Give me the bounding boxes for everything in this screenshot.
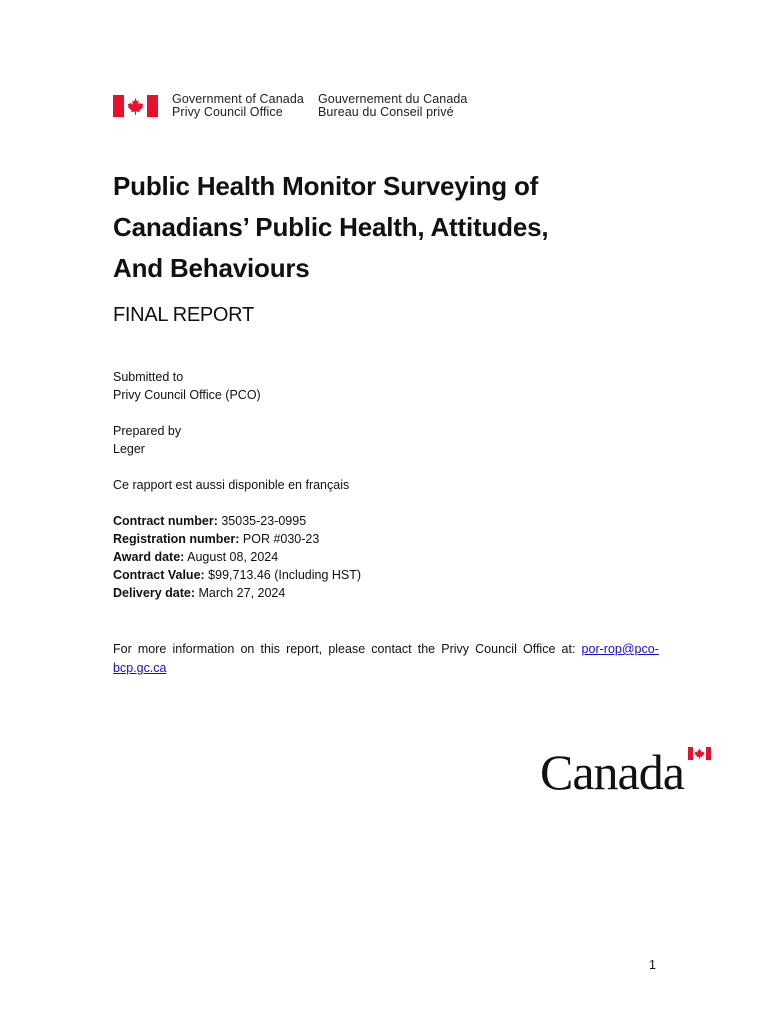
government-signature — [113, 93, 467, 121]
delivery-date-value: March 27, 2024 — [198, 586, 286, 600]
contact-word: contact — [371, 642, 412, 656]
delivery-date-row — [113, 584, 361, 602]
contact-line-1 — [113, 640, 659, 659]
contact-word: more — [137, 642, 167, 656]
delivery-date-label: Delivery date: — [113, 586, 195, 600]
org-en-line1: Government of Canada — [172, 92, 304, 106]
french-note-text: Ce rapport est aussi disponible en français — [113, 478, 350, 492]
org-fr-line2: Bureau du Conseil privé — [317, 105, 454, 119]
contact-word: Office — [522, 642, 556, 656]
submitted-value: Privy Council Office (PCO) — [113, 388, 261, 402]
submitted-block — [113, 368, 261, 404]
registration-number-row — [113, 530, 361, 548]
french-availability-note — [113, 476, 349, 494]
prepared-block — [113, 422, 181, 458]
wordmark-text: Canada — [540, 744, 684, 794]
contact-word: at: — [561, 642, 576, 656]
contract-number-row — [113, 512, 361, 530]
contact-word: report, — [286, 642, 323, 656]
contact-email-link-part2[interactable]: bcp.gc.ca — [113, 661, 167, 675]
registration-number-value: POR #030-23 — [242, 532, 320, 546]
report-title — [113, 166, 633, 289]
contact-line-2 — [113, 659, 659, 678]
org-name-english — [172, 93, 304, 119]
contract-number-value: 35035-23-0995 — [221, 514, 307, 528]
contract-value-value: $99,713.46 (Including HST) — [208, 568, 362, 582]
contact-word: this — [260, 642, 280, 656]
page-number: 1 — [649, 958, 656, 972]
contact-email-link-part1[interactable]: por-rop@pco- — [581, 642, 659, 656]
contact-word: information — [172, 642, 235, 656]
award-date-row — [113, 548, 361, 566]
contact-word: please — [328, 642, 366, 656]
contact-paragraph — [113, 640, 659, 678]
award-date-value: August 08, 2024 — [187, 550, 279, 564]
contact-word: on — [240, 642, 255, 656]
title-line-1: Public Health Monitor Surveying of — [113, 171, 539, 201]
contact-word: Privy — [441, 642, 470, 656]
contact-word: the — [417, 642, 436, 656]
contact-word: Council — [475, 642, 517, 656]
title-line-3: And Behaviours — [113, 253, 310, 283]
org-name-french — [318, 93, 468, 119]
canada-flag-icon — [113, 95, 158, 117]
org-en-line2: Privy Council Office — [172, 105, 283, 119]
canada-wordmark-logo — [540, 744, 715, 794]
contract-value-label: Contract Value: — [113, 568, 205, 582]
award-date-label: Award date: — [113, 550, 185, 564]
submitted-label: Submitted to — [113, 370, 184, 384]
wordmark-flag-icon — [688, 747, 711, 760]
title-line-2: Canadians’ Public Health, Attitudes, — [113, 212, 549, 242]
contract-value-row — [113, 566, 361, 584]
prepared-value: Leger — [113, 442, 145, 456]
contract-number-label: Contract number: — [113, 514, 218, 528]
contact-word: For — [113, 642, 132, 656]
contract-details — [113, 512, 361, 602]
prepared-label: Prepared by — [113, 424, 182, 438]
report-subtitle: FINAL REPORT — [113, 304, 254, 326]
registration-number-label: Registration number: — [113, 532, 240, 546]
org-fr-line1: Gouvernement du Canada — [317, 92, 468, 106]
